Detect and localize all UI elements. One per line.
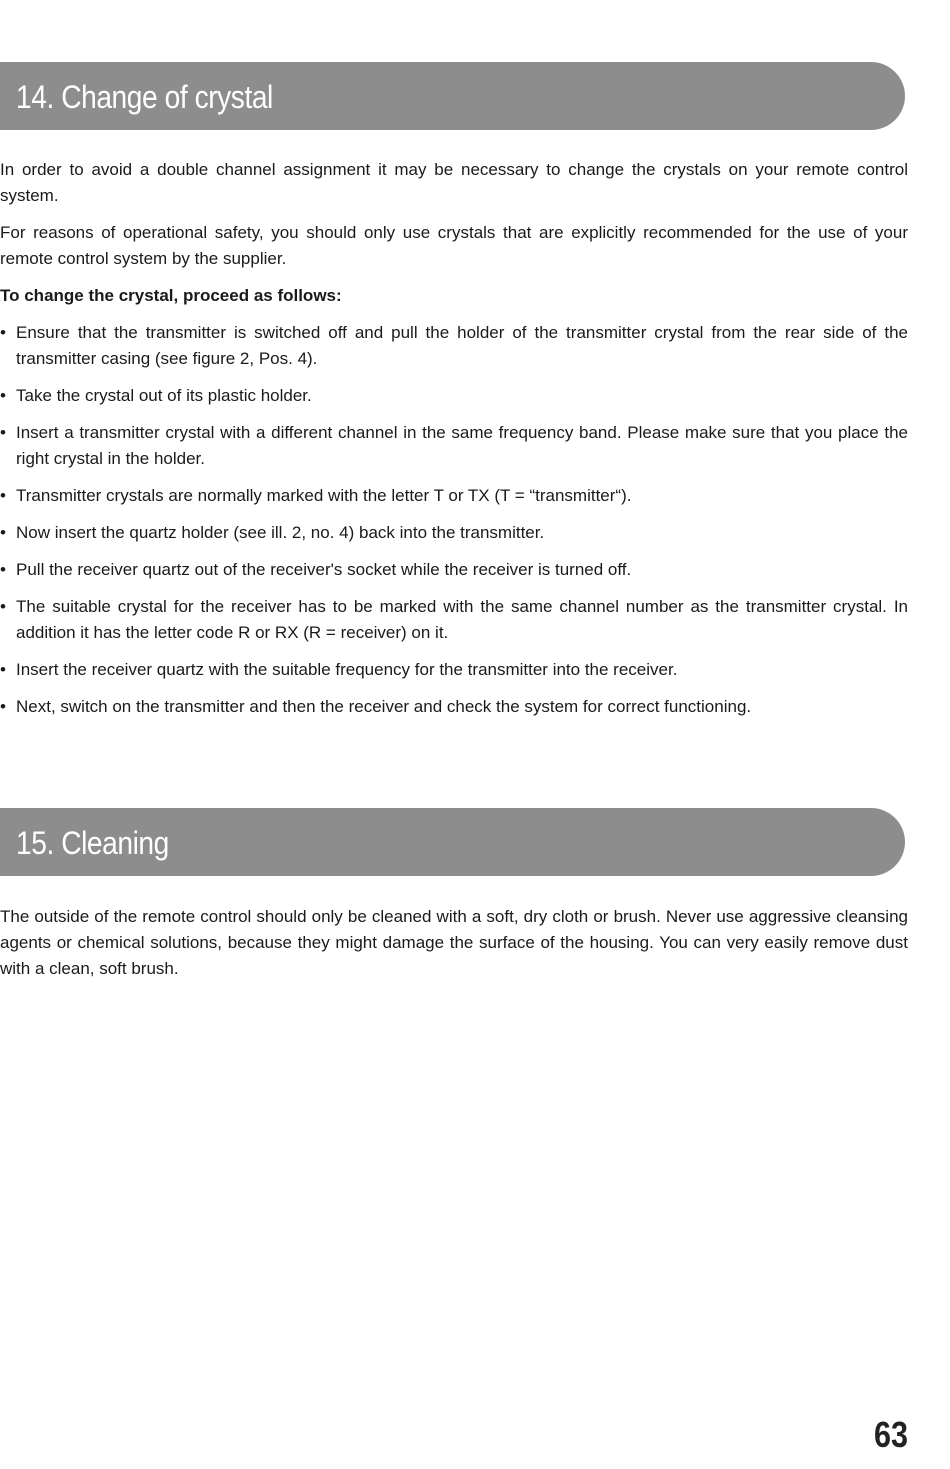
- bullet-icon: •: [0, 560, 6, 579]
- bullet-icon: •: [0, 386, 6, 405]
- procedure-step: [0, 657, 908, 683]
- bullet-icon: •: [0, 660, 6, 679]
- section-15-body: [0, 904, 908, 993]
- procedure-step: [0, 483, 908, 509]
- step-text: Now insert the quartz holder (see ill. 2, no. 4) back into the transmitter.: [16, 523, 545, 542]
- bullet-icon: •: [0, 697, 6, 716]
- procedure-step: [0, 383, 908, 409]
- step-text: Insert a transmitter crystal with a different channel in the same frequency band. Please make sure that you place the right crystal in the holder.: [16, 423, 908, 468]
- bullet-icon: •: [0, 597, 6, 616]
- procedure-steps-list: [0, 320, 908, 720]
- bullet-icon: •: [0, 486, 6, 505]
- procedure-step: [0, 694, 908, 720]
- step-text: Next, switch on the transmitter and then the receiver and check the system for correct functioning.: [16, 697, 752, 716]
- procedure-step: [0, 420, 908, 472]
- section-15-title: 15. Cleaning: [16, 825, 169, 861]
- step-text: Transmitter crystals are normally marked with the letter T or TX (T = “transmitter“).: [16, 486, 632, 505]
- step-text: Pull the receiver quartz out of the receiver's socket while the receiver is turned off.: [16, 560, 632, 579]
- intro-paragraph-1: In order to avoid a double channel assignment it may be necessary to change the crystals on your remote control system.: [0, 160, 908, 205]
- section-14-header-bar: [0, 62, 905, 130]
- procedure-step: [0, 520, 908, 546]
- bullet-icon: •: [0, 323, 6, 342]
- cleaning-paragraph: The outside of the remote control should only be cleaned with a soft, dry cloth or brush. Never use aggressive cleansing agents or chemical solutions, because they might damage the surface of the housing. You can very easily remove dust with a clean, soft brush.: [0, 907, 908, 978]
- step-text: Take the crystal out of its plastic holder.: [16, 386, 312, 405]
- step-text: Insert the receiver quartz with the suitable frequency for the transmitter into the receiver.: [16, 660, 678, 679]
- step-text: The suitable crystal for the receiver has to be marked with the same channel number as the transmitter crystal. In addition it has the letter code R or RX (R = receiver) on it.: [16, 597, 908, 642]
- section-14-title: 14. Change of crystal: [16, 79, 273, 115]
- bullet-icon: •: [0, 423, 6, 442]
- procedure-step: [0, 320, 908, 372]
- procedure-heading: To change the crystal, proceed as follows:: [0, 286, 342, 305]
- procedure-step: [0, 594, 908, 646]
- section-15-header-bar: [0, 808, 905, 876]
- bullet-icon: •: [0, 523, 6, 542]
- step-text: Ensure that the transmitter is switched off and pull the holder of the transmitter crystal from the rear side of the transmitter casing (see figure 2, Pos. 4).: [16, 323, 908, 368]
- page-number: 63: [873, 1414, 908, 1455]
- section-14-body: [0, 157, 908, 731]
- procedure-step: [0, 557, 908, 583]
- intro-paragraph-2: For reasons of operational safety, you should only use crystals that are explicitly recommended for the use of your remote control system by the supplier.: [0, 223, 908, 268]
